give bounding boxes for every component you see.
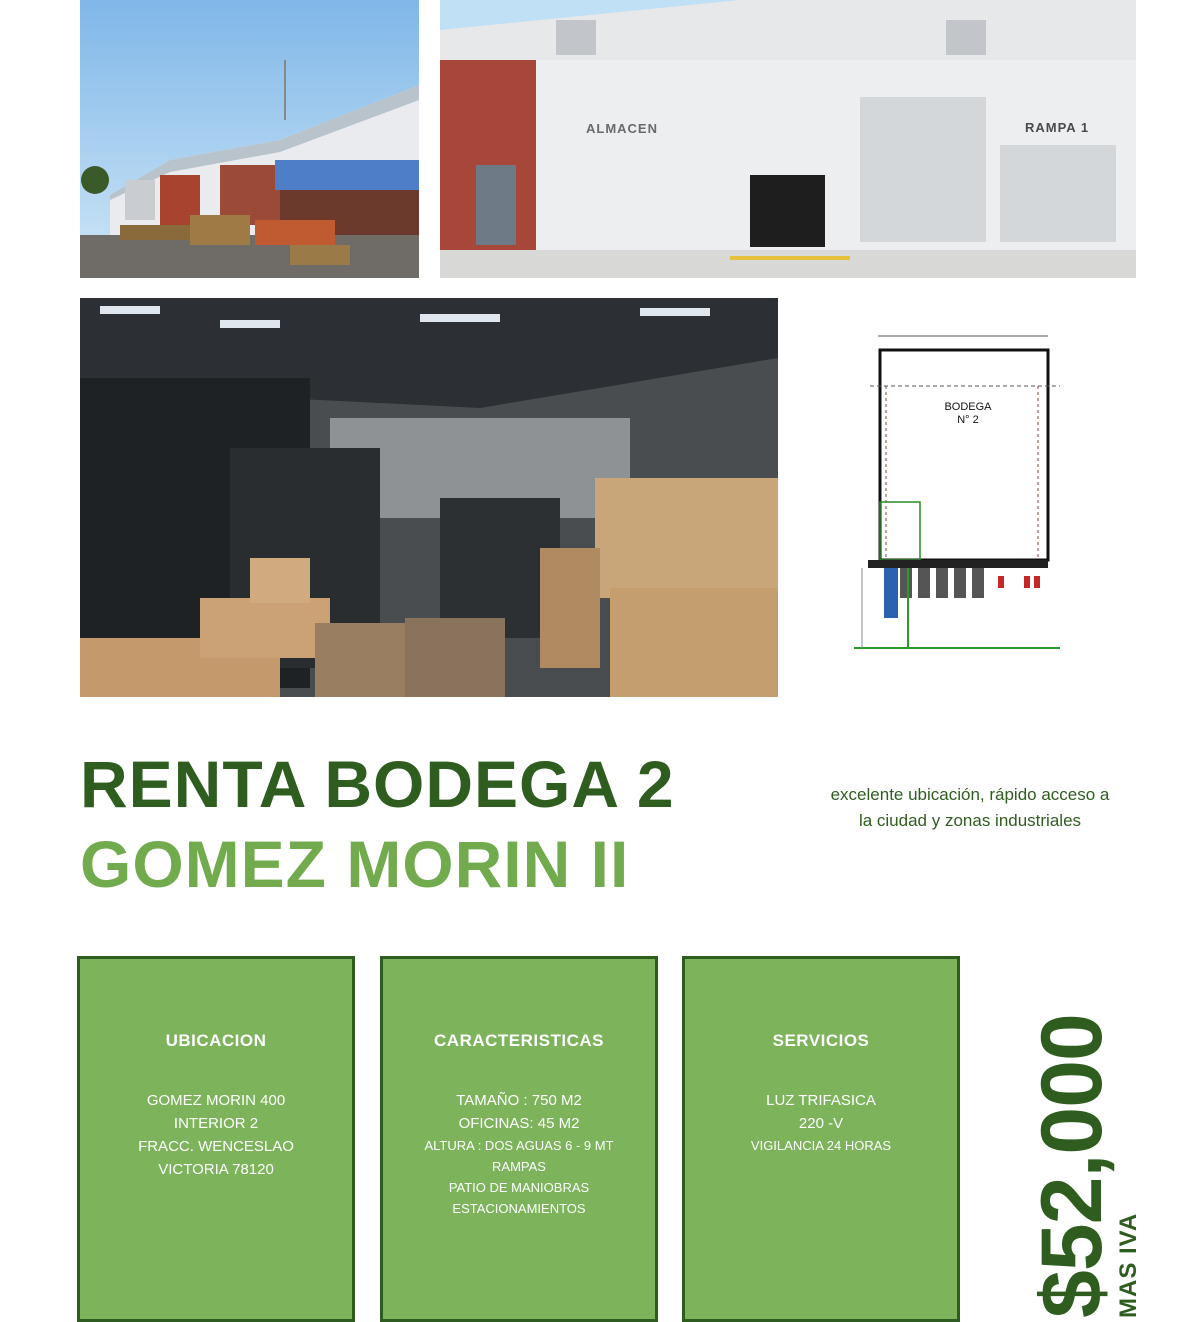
tagline: excelente ubicación, rápido acceso a la ciudad y zonas industriales	[830, 785, 1110, 830]
card-title: SERVICIOS	[772, 1031, 870, 1050]
card-line: GOMEZ MORIN 400	[146, 1092, 286, 1109]
price-note: MAS IVA	[1115, 1212, 1142, 1318]
almacen-sign: ALMACEN	[586, 121, 658, 136]
card-ubicacion	[77, 956, 355, 1322]
plan-label-number: N° 2	[957, 414, 979, 426]
card-line: TAMAÑO : 750 M2	[456, 1092, 582, 1109]
card-title: UBICACION	[165, 1031, 267, 1050]
card-line: PATIO DE MANIOBRAS	[448, 1180, 590, 1195]
card-servicios	[682, 956, 960, 1322]
card-line: ALTURA : DOS AGUAS 6 - 9 MT	[424, 1138, 614, 1153]
card-title: CARACTERISTICAS	[434, 1031, 604, 1050]
card-line: RAMPAS	[492, 1159, 546, 1174]
plan-label-bodega: BODEGA	[944, 401, 992, 413]
card-line: 220 -V	[798, 1115, 844, 1132]
floor-plan-diagram	[848, 328, 1078, 666]
price-amount: $52,000	[1024, 1014, 1120, 1318]
heading-line2: GOMEZ MORIN II	[80, 827, 630, 901]
warehouse-interior-photo	[80, 298, 778, 697]
warehouse-facade-photo	[440, 0, 1136, 278]
card-caracteristicas	[380, 956, 658, 1322]
card-line: FRACC. WENCESLAO	[138, 1138, 294, 1155]
card-line: VICTORIA 78120	[158, 1161, 274, 1178]
card-lines	[685, 1089, 957, 1156]
rampa-sign: RAMPA 1	[1025, 120, 1090, 135]
card-line: INTERIOR 2	[173, 1115, 259, 1132]
heading-line1: RENTA BODEGA 2	[80, 747, 675, 821]
card-line: VIGILANCIA 24 HORAS	[750, 1138, 892, 1153]
exterior-warehouses-photo	[80, 0, 419, 278]
card-lines	[80, 1089, 352, 1181]
card-lines	[383, 1089, 655, 1219]
card-line: OFICINAS: 45 M2	[458, 1115, 580, 1132]
card-line: ESTACIONAMIENTOS	[452, 1201, 586, 1216]
price-block	[1024, 1000, 1150, 1318]
card-line: LUZ TRIFASICA	[766, 1092, 876, 1109]
